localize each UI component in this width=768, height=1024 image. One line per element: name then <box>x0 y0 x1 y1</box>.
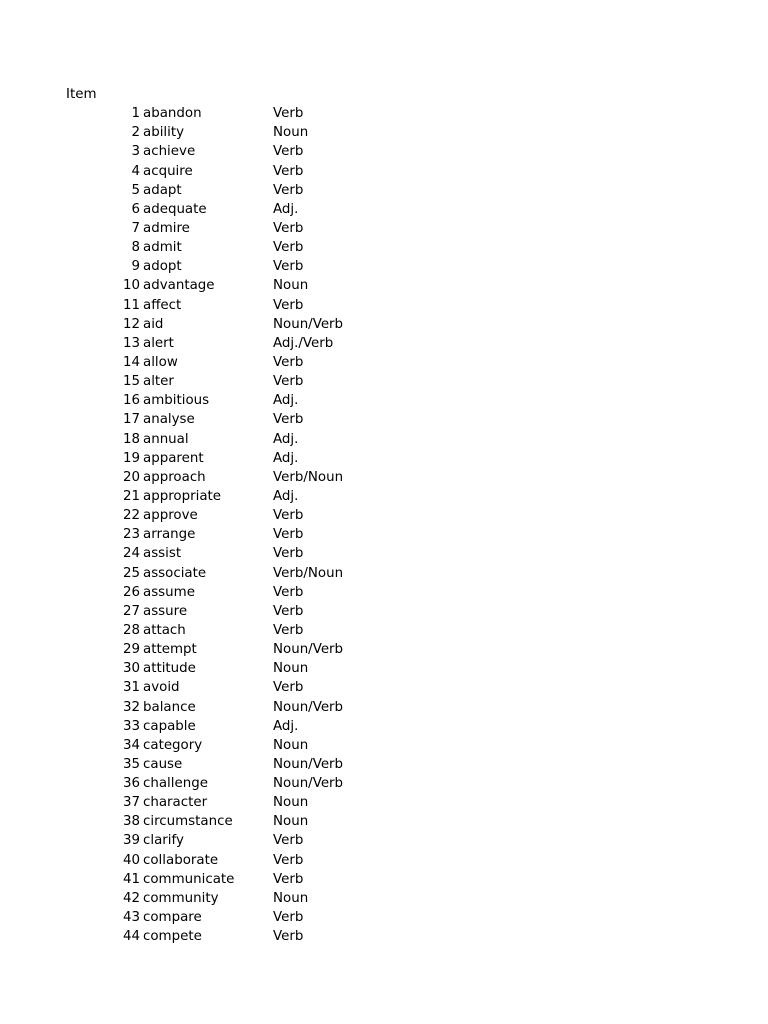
item-number: 29 <box>122 642 140 658</box>
part-of-speech: Noun/Verb <box>273 776 344 792</box>
word: clarify <box>143 833 184 849</box>
table-row <box>0 391 768 410</box>
table-row <box>0 659 768 678</box>
item-number: 25 <box>122 565 140 581</box>
table-row <box>0 793 768 812</box>
word: approve <box>143 508 198 524</box>
table-row <box>0 774 768 793</box>
vocabulary-sheet <box>0 85 768 946</box>
part-of-speech: Verb <box>273 527 304 543</box>
item-number: 33 <box>122 718 140 734</box>
word: arrange <box>143 527 196 543</box>
part-of-speech: Verb <box>273 354 304 370</box>
word: community <box>143 890 219 906</box>
word: assume <box>143 584 195 600</box>
table-row <box>0 812 768 831</box>
word: character <box>143 795 208 811</box>
word: alert <box>143 335 174 351</box>
table-row <box>0 353 768 372</box>
word: admire <box>143 220 190 236</box>
table-row <box>0 276 768 295</box>
word: compete <box>143 929 202 945</box>
table-row <box>0 678 768 697</box>
part-of-speech: Noun <box>273 890 309 906</box>
table-row <box>0 181 768 200</box>
item-number: 22 <box>122 508 140 524</box>
word: affect <box>143 297 182 313</box>
item-number: 34 <box>122 737 140 753</box>
table-row <box>0 583 768 602</box>
item-number: 43 <box>122 910 140 926</box>
table-row <box>0 257 768 276</box>
table-row <box>0 200 768 219</box>
item-number: 15 <box>122 374 140 390</box>
part-of-speech: Verb <box>273 871 304 887</box>
item-number: 36 <box>122 776 140 792</box>
table-row <box>0 238 768 257</box>
word: attempt <box>143 642 197 658</box>
item-number: 27 <box>122 603 140 619</box>
part-of-speech: Verb <box>273 106 304 122</box>
word: attitude <box>143 661 196 677</box>
word: ambitious <box>143 393 210 409</box>
table-row <box>0 908 768 927</box>
table-row <box>0 927 768 946</box>
word: capable <box>143 718 196 734</box>
table-row <box>0 372 768 391</box>
item-number: 2 <box>131 125 140 141</box>
part-of-speech: Verb <box>273 259 304 275</box>
word: challenge <box>143 776 208 792</box>
table-row <box>0 544 768 563</box>
part-of-speech: Noun/Verb <box>273 756 344 772</box>
word: adapt <box>143 182 182 198</box>
part-of-speech: Verb <box>273 833 304 849</box>
item-number: 5 <box>131 182 140 198</box>
item-number: 6 <box>131 201 140 217</box>
part-of-speech: Adj. <box>273 718 299 734</box>
word: avoid <box>143 680 180 696</box>
part-of-speech: Verb <box>273 546 304 562</box>
part-of-speech: Verb <box>273 240 304 256</box>
word: category <box>143 737 203 753</box>
part-of-speech: Noun/Verb <box>273 316 344 332</box>
part-of-speech: Adj. <box>273 393 299 409</box>
table-row <box>0 736 768 755</box>
word: abandon <box>143 106 202 122</box>
item-number: 19 <box>122 450 140 466</box>
part-of-speech: Verb <box>273 603 304 619</box>
word: collaborate <box>143 852 219 868</box>
part-of-speech: Verb/Noun <box>273 469 344 485</box>
word: annual <box>143 431 189 447</box>
part-of-speech: Noun <box>273 814 309 830</box>
word: cause <box>143 756 183 772</box>
part-of-speech: Noun <box>273 278 309 294</box>
item-number: 24 <box>122 546 140 562</box>
word: admit <box>143 240 182 256</box>
part-of-speech: Verb <box>273 163 304 179</box>
table-row <box>0 525 768 544</box>
table-row <box>0 831 768 850</box>
part-of-speech: Verb <box>273 929 304 945</box>
table-row <box>0 851 768 870</box>
part-of-speech: Verb/Noun <box>273 565 344 581</box>
header-row <box>0 85 768 104</box>
item-number: 41 <box>122 871 140 887</box>
part-of-speech: Verb <box>273 584 304 600</box>
word: analyse <box>143 412 195 428</box>
part-of-speech: Noun <box>273 661 309 677</box>
part-of-speech: Adj. <box>273 488 299 504</box>
table-row <box>0 621 768 640</box>
part-of-speech: Verb <box>273 144 304 160</box>
part-of-speech: Verb <box>273 680 304 696</box>
item-number: 32 <box>122 699 140 715</box>
item-number: 26 <box>122 584 140 600</box>
part-of-speech: Verb <box>273 508 304 524</box>
table-row <box>0 104 768 123</box>
word: adequate <box>143 201 207 217</box>
word: appropriate <box>143 488 222 504</box>
table-row <box>0 602 768 621</box>
word: allow <box>143 354 178 370</box>
word: apparent <box>143 450 204 466</box>
table-row <box>0 162 768 181</box>
item-number: 12 <box>122 316 140 332</box>
part-of-speech: Noun <box>273 737 309 753</box>
table-row <box>0 468 768 487</box>
table-row <box>0 449 768 468</box>
part-of-speech: Noun/Verb <box>273 699 344 715</box>
word: achieve <box>143 144 196 160</box>
item-number: 39 <box>122 833 140 849</box>
part-of-speech: Verb <box>273 412 304 428</box>
word: circumstance <box>143 814 233 830</box>
item-number: 8 <box>131 240 140 256</box>
item-number: 10 <box>122 278 140 294</box>
item-number: 37 <box>122 795 140 811</box>
item-number: 42 <box>122 890 140 906</box>
word: assist <box>143 546 182 562</box>
part-of-speech: Noun <box>273 795 309 811</box>
item-number: 40 <box>122 852 140 868</box>
header-item: Item <box>66 87 97 102</box>
table-row <box>0 296 768 315</box>
part-of-speech: Verb <box>273 297 304 313</box>
item-number: 35 <box>122 756 140 772</box>
part-of-speech: Adj./Verb <box>273 335 334 351</box>
word: approach <box>143 469 206 485</box>
table-row <box>0 640 768 659</box>
item-number: 21 <box>122 488 140 504</box>
table-row <box>0 123 768 142</box>
item-number: 7 <box>131 220 140 236</box>
item-number: 4 <box>131 163 140 179</box>
word: adopt <box>143 259 182 275</box>
table-row <box>0 889 768 908</box>
table-row <box>0 334 768 353</box>
table-row <box>0 142 768 161</box>
item-number: 14 <box>122 354 140 370</box>
part-of-speech: Noun <box>273 125 309 141</box>
word: aid <box>143 316 164 332</box>
item-number: 1 <box>131 106 140 122</box>
word: associate <box>143 565 207 581</box>
word: attach <box>143 622 186 638</box>
part-of-speech: Noun/Verb <box>273 642 344 658</box>
item-number: 17 <box>122 412 140 428</box>
table-row <box>0 564 768 583</box>
item-number: 9 <box>131 259 140 275</box>
part-of-speech: Verb <box>273 220 304 236</box>
word: alter <box>143 374 174 390</box>
part-of-speech: Verb <box>273 852 304 868</box>
item-number: 3 <box>131 144 140 160</box>
word: assure <box>143 603 188 619</box>
part-of-speech: Adj. <box>273 431 299 447</box>
table-row <box>0 755 768 774</box>
word: balance <box>143 699 196 715</box>
part-of-speech: Verb <box>273 182 304 198</box>
part-of-speech: Verb <box>273 622 304 638</box>
table-row <box>0 717 768 736</box>
word: acquire <box>143 163 193 179</box>
item-number: 30 <box>122 661 140 677</box>
item-number: 31 <box>122 680 140 696</box>
part-of-speech: Adj. <box>273 201 299 217</box>
table-row <box>0 506 768 525</box>
table-body <box>0 104 768 946</box>
table-row <box>0 430 768 449</box>
word: compare <box>143 910 202 926</box>
word: ability <box>143 125 185 141</box>
table-row <box>0 410 768 429</box>
item-number: 44 <box>122 929 140 945</box>
table-row <box>0 487 768 506</box>
item-number: 20 <box>122 469 140 485</box>
item-number: 38 <box>122 814 140 830</box>
word: advantage <box>143 278 215 294</box>
table-row <box>0 698 768 717</box>
table-row <box>0 219 768 238</box>
part-of-speech: Verb <box>273 374 304 390</box>
table-row <box>0 315 768 334</box>
item-number: 18 <box>122 431 140 447</box>
table-row <box>0 870 768 889</box>
part-of-speech: Adj. <box>273 450 299 466</box>
part-of-speech: Verb <box>273 910 304 926</box>
item-number: 16 <box>122 393 140 409</box>
word: communicate <box>143 871 235 887</box>
item-number: 11 <box>122 297 140 313</box>
item-number: 28 <box>122 622 140 638</box>
item-number: 23 <box>122 527 140 543</box>
item-number: 13 <box>122 335 140 351</box>
